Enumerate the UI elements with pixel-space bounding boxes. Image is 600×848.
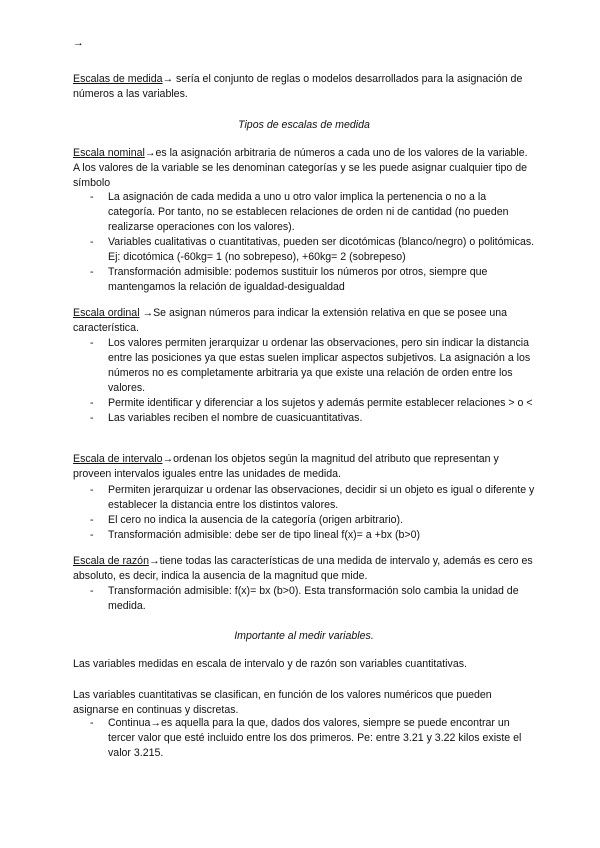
nominal-term: Escala nominal [73, 147, 145, 159]
ordinal-text: →Se asignan números para indicar la extensión relativa en que se posee una característica. [73, 307, 508, 334]
nominal-list [90, 190, 535, 295]
nominal-paragraph [73, 146, 533, 191]
list-item: - El cero no indica la ausencia de la categoría (origen arbitrario). [90, 513, 535, 528]
list-item: - Permite identificar y diferenciar a los sujetos y además permite establecer relaciones > o < [90, 396, 535, 411]
continua-list [90, 716, 535, 761]
list-item: - Las variables reciben el nombre de cuasicuantitativas. [90, 411, 535, 426]
ordinal-list [90, 336, 535, 426]
intervalo-term: Escala de intervalo [73, 453, 163, 465]
list-item: - Transformación admisible: f(x)= bx (b>0). Esta transformación solo cambia la unidad de medida. [90, 584, 535, 614]
clasifican-paragraph: Las variables cuantitativas se clasifican, en función de los valores numéricos que pueden asignarse en continuas y discretas. [73, 689, 492, 716]
intro-text: → sería el conjunto de reglas o modelos desarrollados para la asignación de números a las variables. [73, 73, 523, 100]
razon-term: Escala de razón [73, 555, 149, 567]
intervalo-list [90, 483, 535, 543]
razon-list [90, 584, 535, 614]
ordinal-term: Escala ordinal [73, 307, 140, 319]
list-item: - Variables cualitativas o cuantitativas, pueden ser dicotómicas (blanco/negro) o politómicas. Ej: dicotómica (-60kg= 1 (no sobrepeso), +60kg= 2 (sobrepeso) [90, 235, 535, 265]
list-item: - La asignación de cada medida a uno u otro valor implica la pertenencia o no a la categoría. Por tanto, no se establecen relaciones de orden ni de cantidad (no pueden realizarse operaciones con los valores). [90, 190, 535, 235]
cuantitativas-paragraph: Las variables medidas en escala de intervalo y de razón son variables cuantitativas. [73, 658, 467, 670]
top-arrow: → [73, 37, 84, 49]
list-item: - Transformación admisible: debe ser de tipo lineal f(x)= a +bx (b>0) [90, 528, 535, 543]
list-item: - Permiten jerarquizar u ordenar las observaciones, decidir si un objeto es igual o diferente y establecer la distancia entre los distintos valores. [90, 483, 535, 513]
razon-text: →tiene todas las características de una medida de intervalo y, además es cero es absoluto, es decir, indica la ausencia de la magnitud que mide. [73, 555, 533, 582]
list-item: - Los valores permiten jerarquizar u ordenar las observaciones, pero sin indicar la distancia entre las posiciones ya que estas suelen implicar aspectos subjetivos. La asignación a los números no es completamente arbitraria ya que existe una relación de orden entre los valores. [90, 336, 535, 396]
heading-tipos: Tipos de escalas de medida [238, 119, 370, 131]
intro-term: Escalas de medida [73, 73, 163, 85]
list-item: - Transformación admisible: podemos sustituir los números por otros, siempre que mantengamos la relación de igualdad-desigualdad [90, 265, 535, 295]
intervalo-text: →ordenan los objetos según la magnitud del atributo que representan y proveen intervalos iguales entre las unidades de medida. [73, 453, 499, 480]
intro-paragraph [73, 72, 533, 102]
intervalo-paragraph [73, 452, 533, 482]
heading-importante: Importante al medir variables. [234, 630, 374, 642]
razon-paragraph [73, 554, 533, 584]
nominal-text: →es la asignación arbitraria de números a cada uno de los valores de la variable. A los valores de la variable se les denominan categorías y se les puede asignar cualquier tipo de símbolo [73, 147, 528, 189]
list-item: - Continua→es aquella para la que, dados dos valores, siempre se puede encontrar un tercer valor que esté incluido entre los dos primeros. Pe: entre 3.21 y 3.22 kilos existe el valor 3.215. [90, 716, 535, 761]
ordinal-paragraph [73, 306, 533, 336]
